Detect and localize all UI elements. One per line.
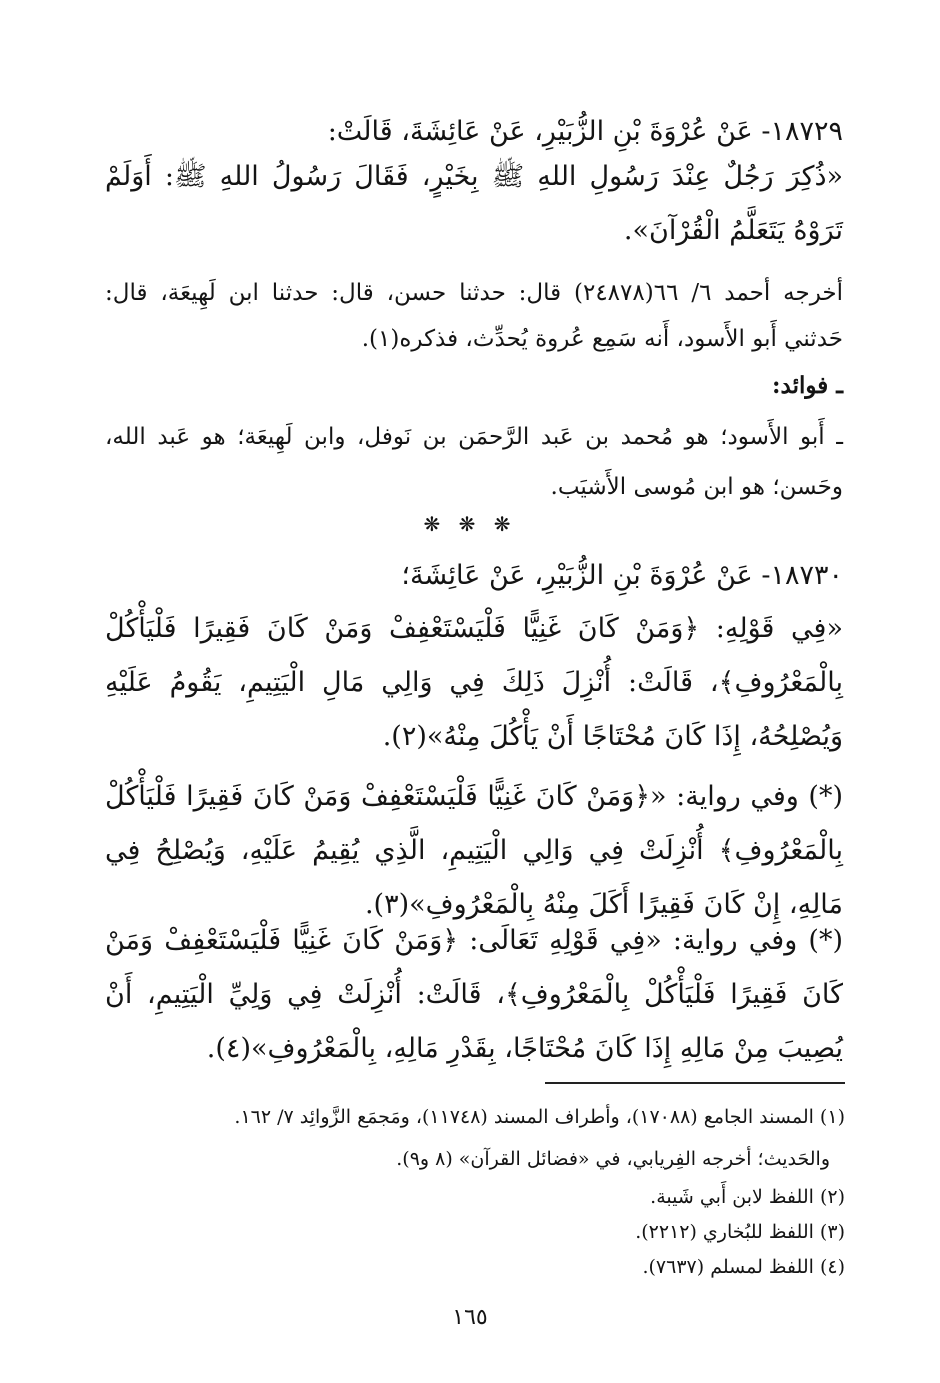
riwaya-2: (*) وفي رواية: «فِي قَوْلِهِ تَعَالَى: ﴿وَمَنْ كَانَ غَنِيًّا فَلْيَسْتَعْفِفْ وَمَنْ كَانَ فَقِيرًا فَلْيَأْكُلْ بِالْمَعْرُوفِ﴾، قَالَتْ: أُنْزِلَتْ فِي وَلِيِّ الْيَتِيمِ، أَنْ يُصِيبَ مِنْ مَالِهِ إِذَا كَانَ مُحْتَاجًا، بِقَدْرِ مَالِهِ، بِالْمَعْرُوفِ»(٤). [105, 925, 843, 1064]
section-separator: ❋ ❋ ❋ [423, 512, 517, 536]
fawaid-heading: ـ فوائد: [772, 372, 843, 399]
footnote-1: (١) المسند الجامع (١٧٠٨٨)، وأطراف المسند (١١٧٤٨)، ومَجمَع الزَّوائِد ٧/ ١٦٢. [234, 1106, 845, 1128]
footnote-3: (٣) اللفظ للبُخاري (٢٢١٢). [635, 1221, 845, 1243]
hadith-18730-text: «فِي قَوْلِهِ: ﴿وَمَنْ كَانَ غَنِيًّا فَلْيَسْتَعْفِفْ وَمَنْ كَانَ فَقِيرًا فَلْيَأْكُلْ بِالْمَعْرُوفِ﴾، قَالَتْ: أُنْزِلَ ذَلِكَ فِي وَالِي مَالِ الْيَتِيمِ، يَقُومُ عَلَيْهِ وَيُصْلِحُهُ، إِذَا كَانَ مُحْتَاجًا أَنْ يَأْكُلَ مِنْهُ»(٢). [105, 613, 843, 752]
fawaid-text: ـ أَبو الأَسود؛ هو مُحمد بن عَبد الرَّحمَن بن نَوفل، وابن لَهِيعَة؛ هو عَبد الله، وحَسن؛ هو ابن مُوسى الأَشيَب. [105, 424, 843, 500]
footnote-2: (٢) اللفظ لابن أَبي شَيبة. [650, 1186, 845, 1208]
hadith-18729-text: «ذُكِرَ رَجُلٌ عِنْدَ رَسُولِ اللهِ ﷺ بِخَيْرٍ، فَقَالَ رَسُولُ اللهِ ﷺ: أَوَلَمْ تَرَوْهُ يَتَعَلَّمُ الْقُرْآنَ». [105, 161, 843, 246]
hadith-18729-heading: ١٨٧٢٩- عَنْ عُرْوَةَ بْنِ الزُّبَيْرِ، عَنْ عَائِشَةَ، قَالَتْ: [327, 116, 843, 147]
riwaya-1: (*) وفي رواية: «﴿وَمَنْ كَانَ غَنِيًّا فَلْيَسْتَعْفِفْ وَمَنْ كَانَ فَقِيرًا فَلْيَأْكُلْ بِالْمَعْرُوفِ﴾ أُنْزِلَتْ فِي وَالِي الْيَتِيمِ، الَّذِي يُقِيمُ عَلَيْهِ، وَيُصْلِحُ فِي مَالِهِ، إِنْ كَانَ فَقِيرًا أَكَلَ مِنْهُ بِالْمَعْرُوفِ»(٣). [105, 781, 843, 920]
page-number: ١٦٥ [452, 1305, 488, 1330]
footnote-divider [545, 1082, 845, 1084]
footnote-4: (٤) اللفظ لمسلم (٧٦٣٧). [642, 1256, 845, 1278]
footnote-1-continuation: والحَديث؛ أخرجه الفِريابي، في «فضائل القرآن» (٨ و٩). [396, 1148, 830, 1170]
hadith-18729-takhrij: أخرجه أحمد ٦/ ٦٦(٢٤٨٧٨) قال: حدثنا حسن، قال: حدثنا ابن لَهِيعَة، قال: حَدثني أَبو الأَسود، أَنه سَمِع عُروة يُحدِّث، فذكره(١). [105, 280, 844, 352]
hadith-18730-heading: ١٨٧٣٠- عَنْ عُرْوَةَ بْنِ الزُّبَيْرِ، عَنْ عَائِشَةَ؛ [401, 560, 843, 591]
